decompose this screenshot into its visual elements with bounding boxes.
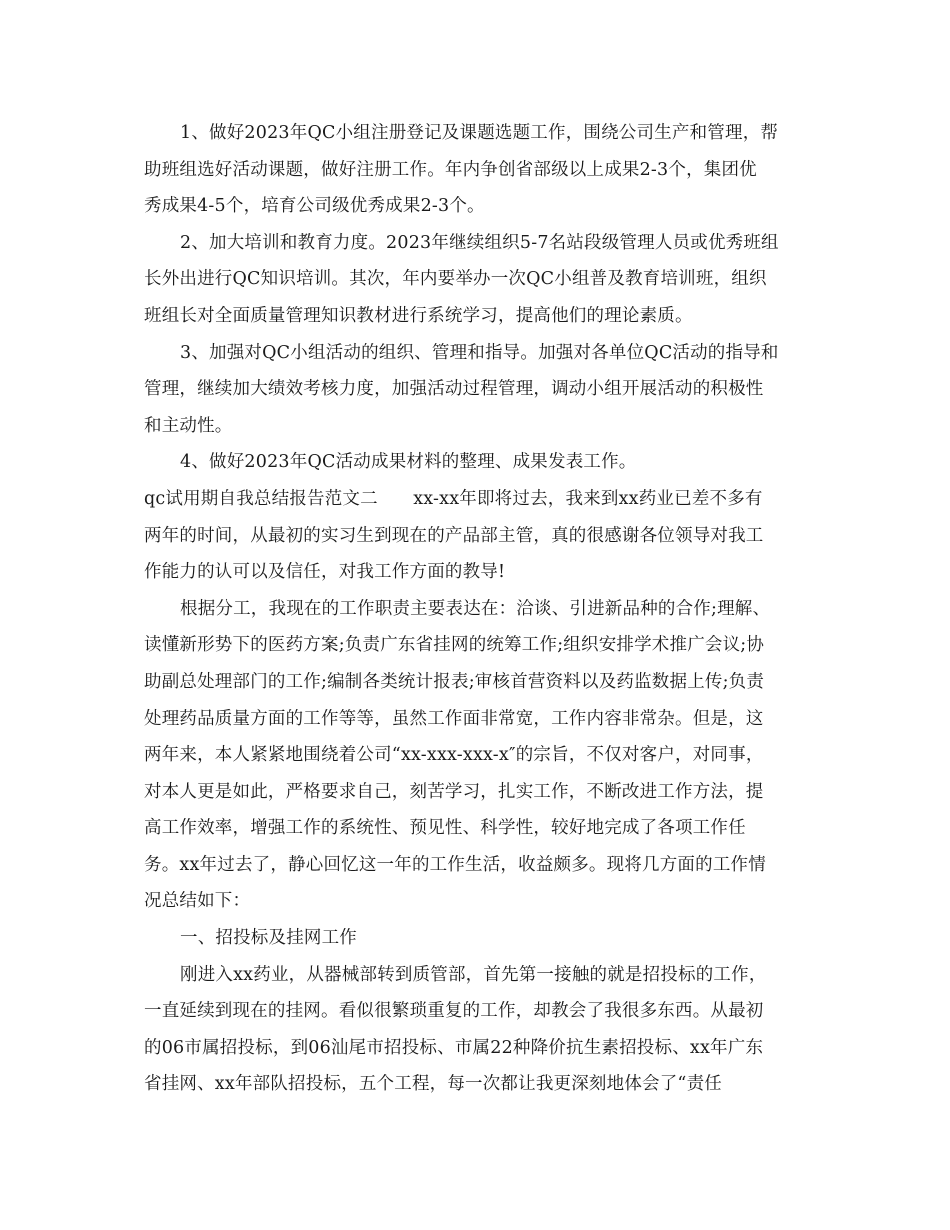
paragraph-7-line-1: 刚进入xx药业，从器械部转到质管部，首先第一接触的就是招投标的工作， [180,964,767,985]
paragraph-1-line-2: 助班组选好活动课题，做好注册工作。年内争创省部级以上成果2-3个，集团优 [144,159,757,180]
section-title-line: qc试用期自我总结报告范文二 xx-xx年即将过去，我来到xx药业已差不多有 [144,488,763,509]
section-heading: 一、招投标及挂网工作 [180,928,357,949]
paragraph-7-line-4: 省挂网、xx年部队招投标，五个工程，每一次都让我更深刻地体会了“责任 [144,1074,722,1095]
paragraph-5-line-2: 两年的时间，从最初的实习生到现在的产品部主管，真的很感谢各位领导对我工 [144,525,764,546]
paragraph-6-line-8: 务。xx年过去了，静心回忆这一年的工作生活，收益颇多。现将几方面的工作情 [144,854,766,875]
paragraph-7-line-3: 的06市属招投标，到06汕尾市招投标、市属22种降价抗生素招投标、xx年广东 [144,1037,764,1058]
paragraph-6-line-3: 助副总处理部门的工作;编制各类统计报表;审核首营资料以及药监数据上传;负责 [144,671,765,692]
paragraph-2-line-2: 长外出进行QC知识培训。其次，年内要举办一次QC小组普及教育培训班，组织 [144,269,767,290]
paragraph-3-line-3: 和主动性。 [144,415,233,436]
paragraph-6-line-5: 两年来，本人紧紧地围绕着公司“xx-xxx-xxx-x″的宗旨，不仅对客户，对同事， [144,745,764,766]
paragraph-5-line-3: 作能力的认可以及信任，对我工作方面的教导! [144,562,506,583]
paragraph-7-line-2: 一直延续到现在的挂网。看似很繁琐重复的工作，却教会了我很多东西。从最初 [144,1001,764,1022]
document-body [144,115,808,1103]
paragraph-6-line-7: 高工作效率，增强工作的系统性、预见性、科学性，较好地完成了各项工作任 [144,818,746,839]
paragraph-6-line-4: 处理药品质量方面的工作等等，虽然工作面非常宽，工作内容非常杂。但是，这 [144,708,764,729]
paragraph-2-line-1: 2、加大培训和教育力度。2023年继续组织5-7名站段级管理人员或优秀班组 [180,232,779,253]
paragraph-6-line-9: 况总结如下： [144,891,251,912]
paragraph-3-line-2: 管理，继续加大绩效考核力度，加强活动过程管理，调动小组开展活动的积极性 [144,379,764,400]
paragraph-3-line-1: 3、加强对QC小组活动的组织、管理和指导。加强对各单位QC活动的指导和 [180,342,779,363]
paragraph-1-line-3: 秀成果4-5个，培育公司级优秀成果2-3个。 [144,196,485,217]
paragraph-4-line-1: 4、做好2023年QC活动成果材料的整理、成果发表工作。 [180,452,637,473]
paragraph-2-line-3: 班组长对全面质量管理知识教材进行系统学习，提高他们的理论素质。 [144,305,693,326]
paragraph-1-line-1: 1、做好2023年QC小组注册登记及课题选题工作，围绕公司生产和管理，帮 [180,123,779,143]
paragraph-6-line-2: 读懂新形势下的医药方案;负责广东省挂网的统筹工作;组织安排学术推广会议;协 [144,635,765,656]
paragraph-6-line-6: 对本人更是如此，严格要求自己，刻苦学习，扎实工作，不断改进工作方法，提 [144,781,764,802]
paragraph-6-line-1: 根据分工，我现在的工作职责主要表达在：洽谈、引进新品种的合作;理解、 [180,598,771,619]
